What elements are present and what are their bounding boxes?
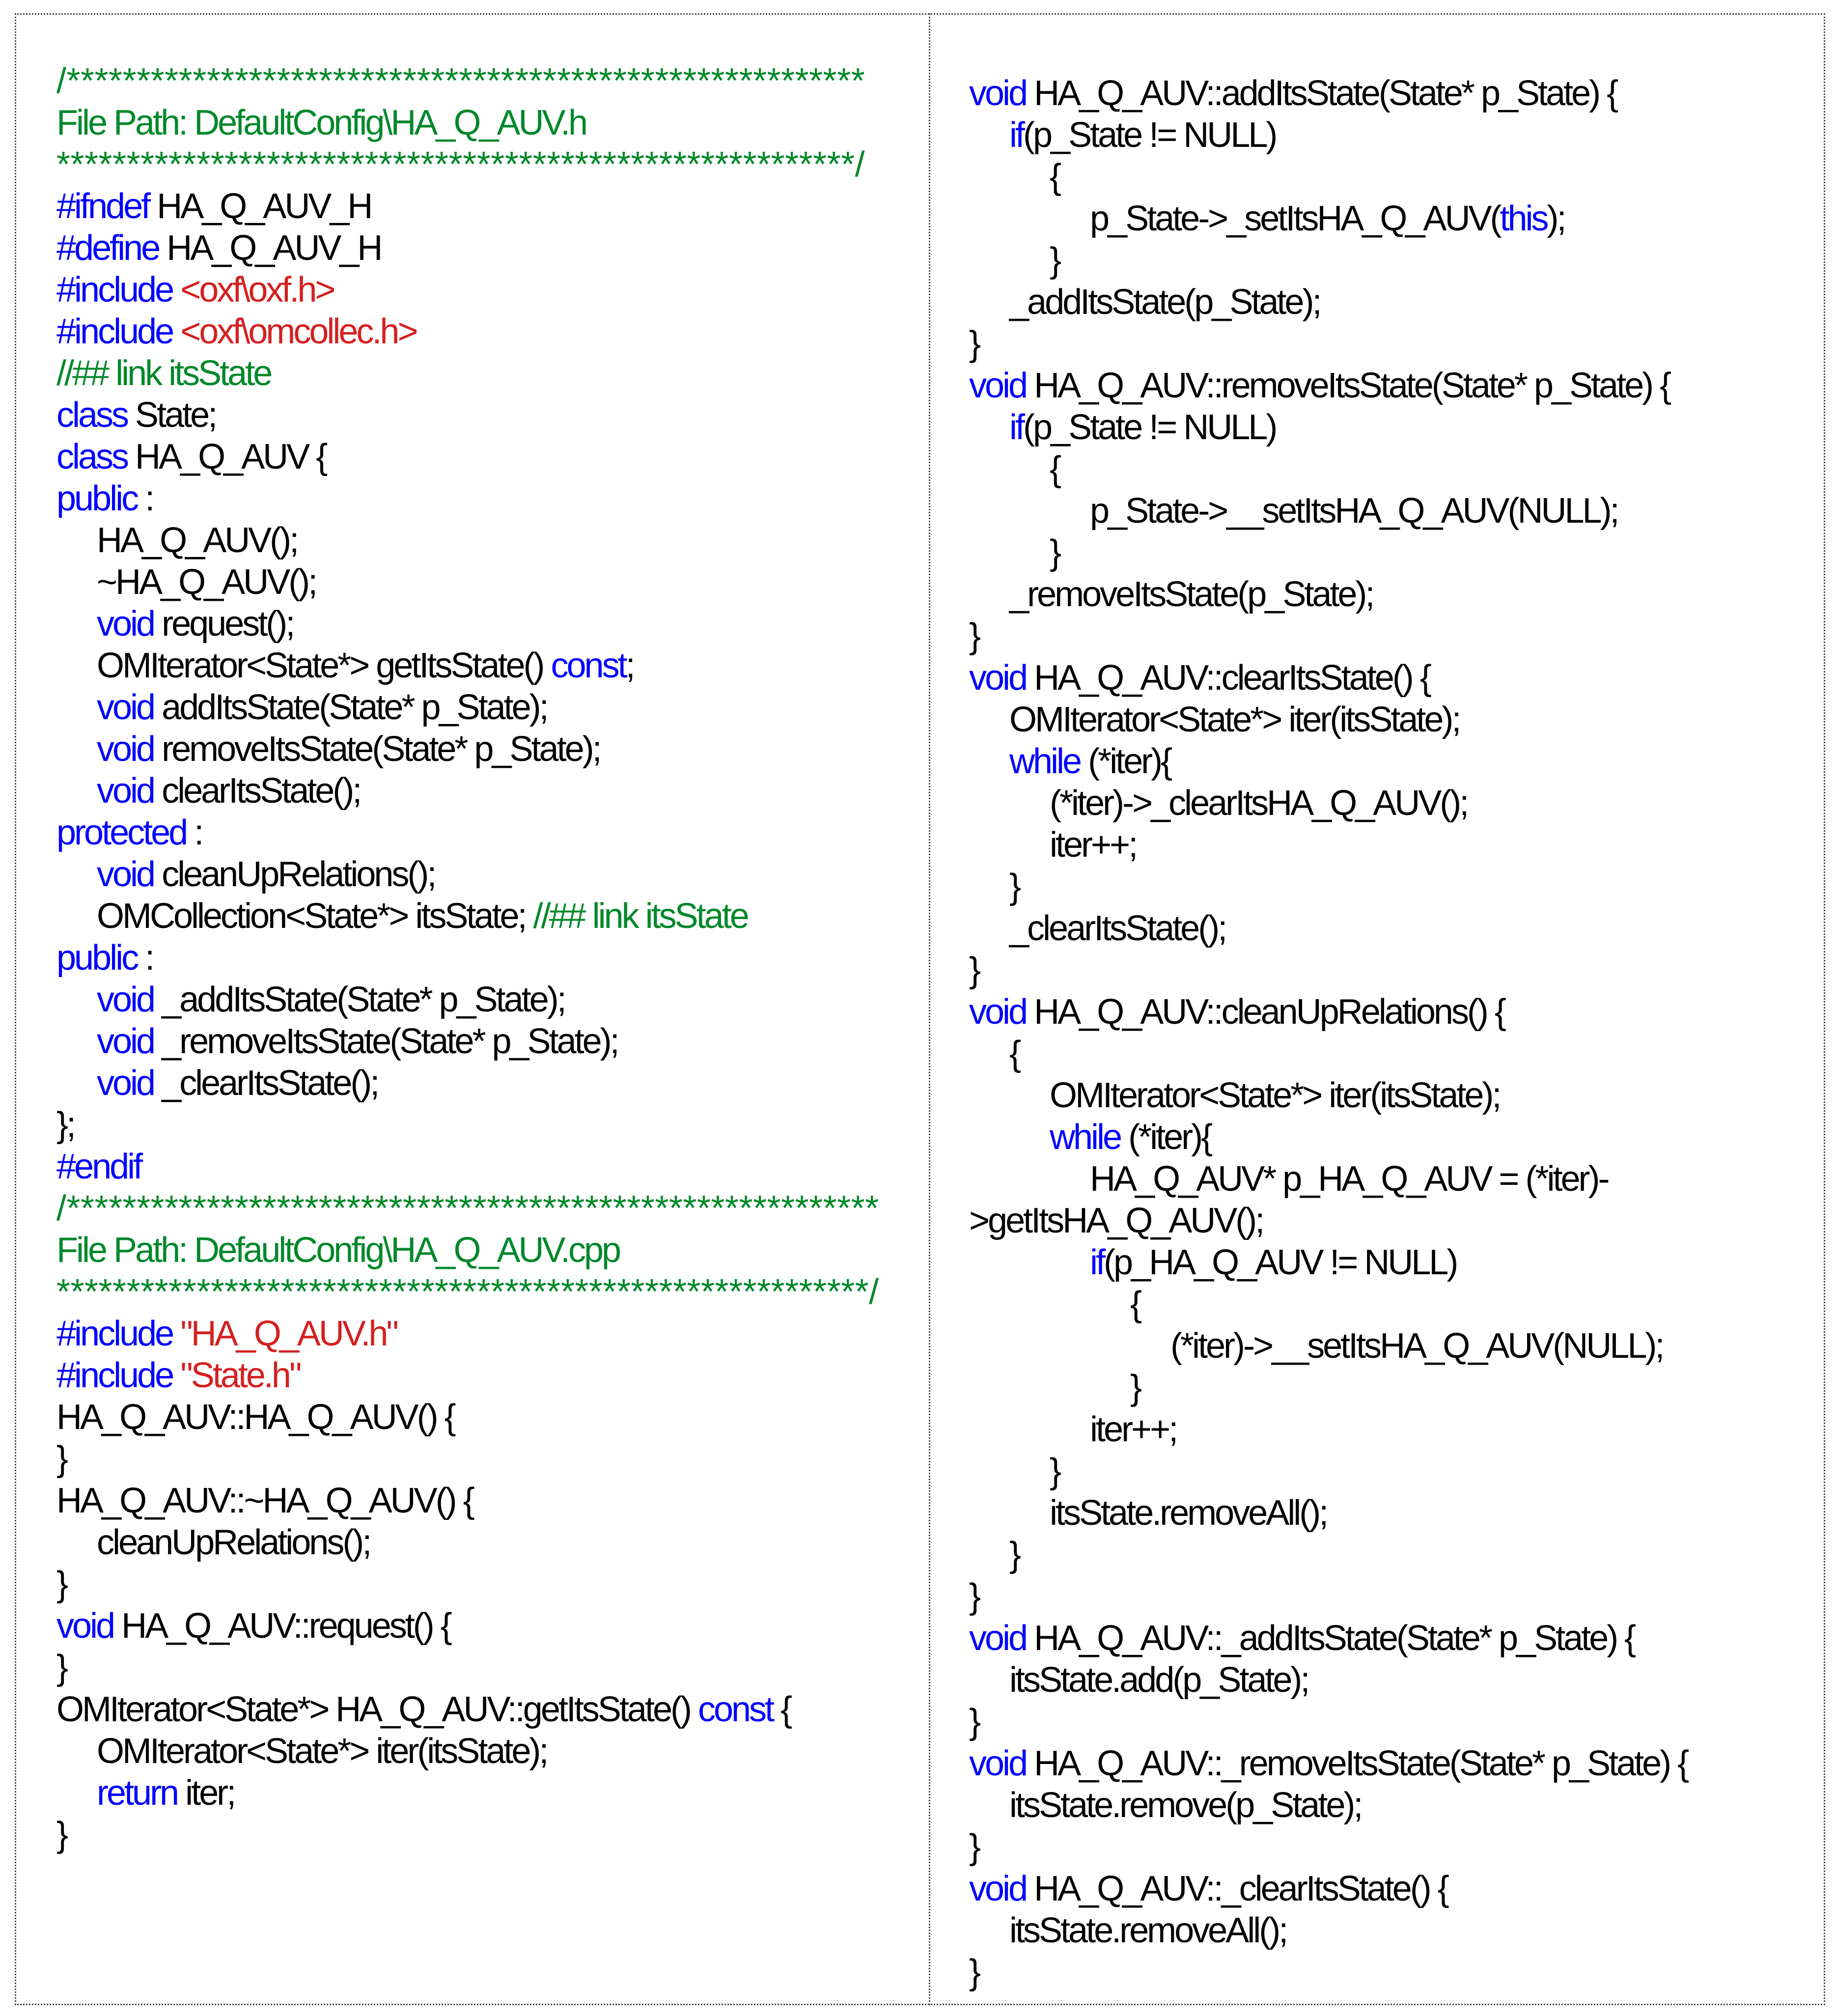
code-keyword: this [1500, 199, 1547, 238]
code-text: iter; [177, 1773, 235, 1813]
code-keyword: #ifndef [56, 187, 149, 226]
code-line [969, 1200, 1687, 1242]
code-text: HA_Q_AUV::removeItsState(State* p_State) { [1026, 366, 1670, 405]
code-text: _addItsState(State* p_State); [154, 980, 565, 1019]
code-keyword: #define [56, 228, 159, 268]
code-line [969, 448, 1687, 490]
code-text: } [1050, 1452, 1060, 1491]
code-line [56, 1689, 879, 1731]
code-text: _clearItsState(); [154, 1064, 378, 1103]
code-line [969, 1701, 1687, 1743]
code-keyword: while [1050, 1118, 1121, 1157]
code-text: } [1050, 533, 1060, 572]
code-text: itsState.add(p_State); [1009, 1660, 1308, 1700]
code-line [56, 1313, 879, 1355]
code-line [56, 394, 879, 436]
code-text: >getItsHA_Q_AUV(); [969, 1201, 1263, 1240]
code-text: } [56, 1648, 67, 1687]
code-line [969, 824, 1687, 866]
code-text: _clearItsState(); [1009, 909, 1226, 948]
code-text: } [969, 1702, 979, 1741]
code-text: : [137, 479, 153, 518]
code-string: <oxf\omcollec.h> [172, 312, 417, 351]
comment-separator-line [56, 60, 879, 102]
code-text: OMIterator<State*> getItsState() [97, 646, 551, 685]
code-text: cleanUpRelations(); [154, 855, 435, 894]
code-line [56, 1355, 879, 1397]
code-line [56, 269, 879, 311]
code-keyword: return [97, 1773, 178, 1813]
code-line [969, 1576, 1687, 1618]
code-text: HA_Q_AUV { [127, 437, 326, 476]
code-text: cleanUpRelations(); [97, 1523, 370, 1562]
code-text: } [1009, 867, 1020, 906]
code-line [969, 1618, 1687, 1659]
code-text: (*iter){ [1120, 1118, 1211, 1157]
code-comment: /********************************************************** [56, 1189, 879, 1228]
code-line [969, 1952, 1687, 1993]
code-keyword: void [97, 604, 154, 644]
code-text: } [1009, 1535, 1020, 1574]
code-text: } [969, 616, 979, 656]
code-text: p_State->__setItsHA_Q_AUV(NULL); [1090, 491, 1618, 531]
code-text: HA_Q_AUV::request() { [113, 1606, 450, 1646]
code-line [56, 1772, 879, 1814]
code-keyword: #include [56, 312, 173, 351]
code-line [969, 1242, 1687, 1284]
code-line [969, 741, 1687, 783]
code-text: HA_Q_AUV::~HA_Q_AUV() { [56, 1481, 473, 1520]
code-text: addItsState(State* p_State); [154, 688, 547, 727]
code-keyword: void [969, 992, 1027, 1032]
code-line [969, 1325, 1687, 1367]
code-line [56, 1522, 879, 1564]
code-line [56, 561, 879, 603]
code-keyword: const [697, 1690, 773, 1729]
code-text: OMCollection<State*> itsState; [97, 896, 533, 936]
code-text: removeItsState(State* p_State); [154, 729, 600, 769]
code-line [56, 353, 879, 394]
code-text: { [1050, 449, 1060, 489]
code-text: iter++; [1090, 1410, 1177, 1449]
code-text: } [1130, 1368, 1141, 1407]
code-text: : [186, 813, 202, 852]
code-keyword: public [56, 479, 138, 518]
code-line [969, 323, 1687, 365]
code-line [56, 436, 879, 478]
code-keyword: void [56, 1606, 114, 1646]
code-text: OMIterator<State*> HA_Q_AUV::getItsState() [56, 1690, 698, 1729]
code-comment: //## link itsState [533, 896, 748, 936]
code-text: HA_Q_AUV::cleanUpRelations() { [1026, 992, 1504, 1032]
code-keyword: if [1009, 408, 1023, 447]
code-line [969, 699, 1687, 741]
code-text: } [969, 1827, 979, 1867]
code-string: "HA_Q_AUV.h" [172, 1314, 397, 1353]
code-keyword: void [97, 855, 154, 894]
code-line [56, 478, 879, 520]
code-line [56, 102, 879, 144]
code-line [969, 1743, 1687, 1785]
comment-separator-line [56, 1188, 879, 1230]
code-line [56, 645, 879, 687]
code-keyword: #include [56, 270, 173, 309]
code-text: HA_Q_AUV_H [159, 228, 381, 268]
code-keyword: protected [56, 813, 187, 852]
code-line [56, 1731, 879, 1772]
code-text: }; [56, 1105, 75, 1145]
code-text: OMIterator<State*> iter(itsState); [1050, 1076, 1500, 1115]
code-text: (p_State != NULL) [1023, 115, 1276, 155]
code-text: HA_Q_AUV::_removeItsState(State* p_State) { [1026, 1744, 1688, 1783]
code-line [56, 1063, 879, 1104]
code-text: p_State->_setItsHA_Q_AUV( [1090, 199, 1500, 238]
code-text: HA_Q_AUV::clearItsState() { [1026, 658, 1430, 698]
code-line [56, 728, 879, 770]
code-line [969, 114, 1687, 156]
code-line [969, 1492, 1687, 1534]
code-line [969, 908, 1687, 950]
code-text: (*iter){ [1080, 742, 1171, 781]
code-keyword: class [56, 395, 128, 435]
code-line [969, 281, 1687, 323]
code-line [56, 896, 879, 937]
code-keyword: const [551, 646, 626, 685]
code-line [56, 311, 879, 353]
code-line [969, 490, 1687, 532]
code-text: { [1130, 1285, 1141, 1324]
code-text: itsState.removeAll(); [1050, 1493, 1327, 1533]
code-keyword: #include [56, 1356, 173, 1395]
code-line [56, 1146, 879, 1188]
code-line [56, 1438, 879, 1480]
code-comment: /********************************************************* [56, 61, 865, 101]
code-line [56, 520, 879, 561]
code-line [969, 991, 1687, 1033]
code-keyword: void [97, 729, 154, 769]
code-keyword: public [56, 938, 138, 978]
code-line [969, 1451, 1687, 1492]
code-text: { [1009, 1034, 1020, 1073]
code-line [969, 657, 1687, 699]
code-line [969, 1033, 1687, 1075]
code-line [969, 1910, 1687, 1952]
code-line [56, 603, 879, 645]
method-implementations-column [969, 73, 1687, 1993]
comment-separator-line [56, 144, 879, 186]
code-line [969, 407, 1687, 448]
code-line [969, 574, 1687, 616]
code-keyword: void [97, 980, 154, 1019]
code-line [969, 73, 1687, 114]
code-line [969, 950, 1687, 991]
code-text: HA_Q_AUV* p_HA_Q_AUV = (*iter)- [1090, 1159, 1608, 1199]
code-text: (*iter)->__setItsHA_Q_AUV(NULL); [1170, 1326, 1663, 1366]
code-keyword: void [969, 1619, 1027, 1658]
code-line [56, 186, 879, 227]
code-line [969, 1534, 1687, 1576]
code-line [969, 1075, 1687, 1117]
code-text: (p_HA_Q_AUV != NULL) [1104, 1243, 1457, 1282]
code-keyword: while [1009, 742, 1081, 781]
code-keyword: if [1090, 1243, 1104, 1282]
code-text: request(); [154, 604, 294, 644]
code-line [56, 937, 879, 979]
code-text: } [56, 1815, 67, 1854]
code-text: OMIterator<State*> iter(itsState); [97, 1732, 547, 1771]
code-comment: File Path: DefaultConfig\HA_Q_AUV.h [56, 103, 586, 142]
code-text: } [1050, 241, 1060, 280]
code-text: _removeItsState(State* p_State); [154, 1022, 618, 1061]
code-text: HA_Q_AUV::_clearItsState() { [1026, 1869, 1447, 1908]
code-text: ); [1547, 199, 1565, 238]
code-string: <oxf\oxf.h> [172, 270, 334, 309]
code-line [969, 1409, 1687, 1451]
code-line [56, 854, 879, 896]
code-line [969, 783, 1687, 824]
comment-separator-line [56, 1271, 879, 1313]
code-line [969, 1367, 1687, 1409]
code-line [969, 156, 1687, 198]
code-line [969, 198, 1687, 240]
code-line [969, 1117, 1687, 1158]
code-line [969, 1284, 1687, 1325]
code-text: HA_Q_AUV(); [97, 521, 298, 560]
code-line [56, 1104, 879, 1146]
code-comment: *********************************************************/ [56, 145, 865, 184]
code-text: (p_State != NULL) [1023, 408, 1276, 447]
code-line [969, 532, 1687, 574]
code-line [56, 979, 879, 1021]
code-text: HA_Q_AUV::addItsState(State* p_State) { [1026, 74, 1617, 113]
code-line [56, 1605, 879, 1647]
code-keyword: void [969, 658, 1027, 698]
code-text: clearItsState(); [154, 771, 361, 811]
code-line [969, 1826, 1687, 1868]
code-line [56, 227, 879, 269]
code-text: (*iter)->_clearItsHA_Q_AUV(); [1050, 784, 1468, 823]
header-and-source-code-column [56, 60, 879, 1856]
code-keyword: void [97, 1064, 154, 1103]
code-text: } [969, 1953, 979, 1992]
code-line [56, 1480, 879, 1522]
code-keyword: void [969, 74, 1027, 113]
code-line [969, 866, 1687, 908]
code-text: } [969, 324, 979, 364]
code-text: HA_Q_AUV::_addItsState(State* p_State) { [1026, 1619, 1635, 1658]
code-keyword: class [56, 437, 128, 476]
code-line [56, 1564, 879, 1605]
code-keyword: void [969, 1744, 1027, 1783]
code-text: ; [625, 646, 634, 685]
code-line [56, 1021, 879, 1063]
code-text: itsState.remove(p_State); [1009, 1786, 1362, 1825]
code-text: OMIterator<State*> iter(itsState); [1009, 700, 1460, 739]
code-keyword: if [1009, 115, 1023, 155]
code-text: } [56, 1565, 67, 1604]
code-text: } [969, 1577, 979, 1616]
code-text: HA_Q_AUV_H [149, 187, 371, 226]
code-line [969, 240, 1687, 281]
code-text: { [773, 1690, 791, 1729]
code-line [56, 1230, 879, 1271]
code-keyword: #endif [56, 1147, 141, 1186]
code-text: ~HA_Q_AUV(); [97, 562, 316, 602]
code-line [969, 1868, 1687, 1910]
code-string: "State.h" [172, 1356, 300, 1395]
code-line [969, 616, 1687, 657]
code-line [56, 812, 879, 854]
code-line [56, 687, 879, 728]
column-divider [929, 13, 930, 2005]
code-text: { [1050, 157, 1060, 196]
code-keyword: #include [56, 1314, 173, 1353]
code-line [56, 1647, 879, 1689]
code-text: } [969, 951, 979, 990]
code-text: HA_Q_AUV::HA_Q_AUV() { [56, 1398, 454, 1437]
code-line [56, 770, 879, 812]
code-text: State; [127, 395, 216, 435]
code-line [56, 1814, 879, 1856]
code-line [969, 1158, 1687, 1200]
code-text: _removeItsState(p_State); [1009, 575, 1373, 614]
code-keyword: void [969, 1869, 1027, 1908]
code-line [969, 1785, 1687, 1826]
code-keyword: void [97, 771, 154, 811]
code-line [969, 1659, 1687, 1701]
code-comment: **********************************************************/ [56, 1272, 879, 1312]
code-line [56, 1397, 879, 1438]
code-text: : [137, 938, 153, 978]
code-keyword: void [969, 366, 1027, 405]
code-line [969, 365, 1687, 407]
code-keyword: void [97, 1022, 154, 1061]
code-comment: File Path: DefaultConfig\HA_Q_AUV.cpp [56, 1231, 620, 1270]
code-text: iter++; [1050, 825, 1137, 865]
code-text: } [56, 1439, 67, 1479]
code-text: itsState.removeAll(); [1009, 1911, 1287, 1950]
code-comment: //## link itsState [56, 354, 271, 393]
code-keyword: void [97, 688, 154, 727]
code-text: _addItsState(p_State); [1009, 282, 1320, 322]
